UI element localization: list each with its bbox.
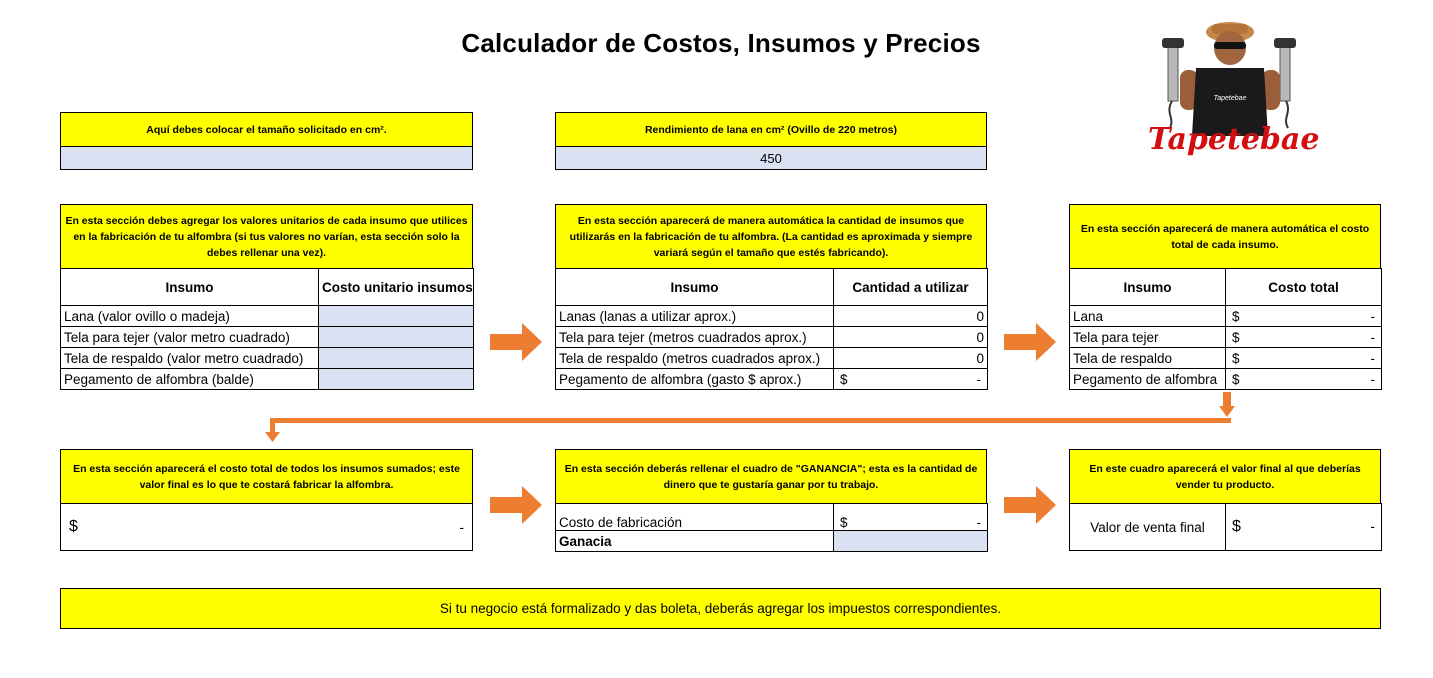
table-row <box>1070 348 1382 369</box>
currency-symbol: $ <box>840 371 848 387</box>
final-label: Valor de venta final <box>1070 504 1226 551</box>
row-label: Pegamento de alfombra (balde) <box>61 369 319 390</box>
final-header: En este cuadro aparecerá el valor final al que deberías vender tu producto. <box>1069 449 1381 504</box>
amount: - <box>976 515 981 530</box>
connector-arrow-icon <box>262 392 1242 444</box>
currency-symbol: $ <box>1232 308 1240 324</box>
profit-header: En esta sección deberás rellenar el cuadro de "GANANCIA"; esta es la cantidad de dinero que te gustaría ganar por tu trabajo. <box>555 449 987 504</box>
table-row <box>556 531 988 552</box>
table-row <box>556 369 988 390</box>
quantity-value: 0 <box>834 348 988 369</box>
row-label: Tela para tejer <box>1070 327 1226 348</box>
col-costo-unitario: Costo unitario insumos <box>319 269 474 306</box>
amount: - <box>1370 308 1375 324</box>
quantity-value: 0 <box>834 306 988 327</box>
size-header: Aquí debes colocar el tamaño solicitado en cm². <box>60 112 473 147</box>
currency-symbol: $ <box>1232 371 1240 387</box>
profit-table <box>555 503 988 552</box>
arrow-right-icon <box>1004 323 1056 361</box>
sum-header: En esta sección aparecerá el costo total de todos los insumos sumados; este valor final es lo que te costará fabricar la alfombra. <box>60 449 473 504</box>
total-cost-value <box>1226 327 1382 348</box>
unit-costs-table <box>60 268 474 390</box>
currency-symbol: $ <box>1232 329 1240 345</box>
arrow-right-icon <box>1004 486 1056 524</box>
total-costs-table <box>1069 268 1382 390</box>
currency-symbol: $ <box>840 515 848 530</box>
arrow-right-icon <box>490 486 542 524</box>
table-row <box>1070 327 1382 348</box>
total-costs-header: En esta sección aparecerá de manera automática el costo total de cada insumo. <box>1069 204 1381 269</box>
amount: - <box>1370 518 1375 534</box>
row-label: Tela de respaldo (metros cuadrados aprox.) <box>556 348 834 369</box>
amount: - <box>976 371 981 387</box>
unit-cost-input[interactable] <box>319 348 474 369</box>
row-label: Lana <box>1070 306 1226 327</box>
amount: - <box>1370 329 1375 345</box>
unit-cost-input[interactable] <box>319 327 474 348</box>
currency-symbol: $ <box>1232 350 1240 366</box>
table-row <box>556 348 988 369</box>
arrow-right-icon <box>490 323 542 361</box>
footer-note: Si tu negocio está formalizado y das boleta, deberás agregar los impuestos correspondientes. <box>60 588 1381 629</box>
unit-cost-input[interactable] <box>319 369 474 390</box>
row-label: Lanas (lanas a utilizar aprox.) <box>556 306 834 327</box>
currency-symbol: $ <box>1232 518 1241 535</box>
amount: - <box>459 519 464 535</box>
table-row <box>1070 369 1382 390</box>
brand-logo <box>1140 18 1320 178</box>
col-cantidad: Cantidad a utilizar <box>834 269 988 306</box>
cost-value <box>834 504 988 531</box>
table-row <box>1070 306 1382 327</box>
yield-header: Rendimiento de lana en cm² (Ovillo de 220 metros) <box>555 112 987 147</box>
profit-label: Ganacia <box>556 531 834 552</box>
col-insumo: Insumo <box>1070 269 1226 306</box>
final-value <box>1226 504 1382 551</box>
unit-costs-header: En esta sección debes agregar los valores unitarios de cada insumo que utilices en la fabricación de tu alfombra (si tus valores no varían, esta sección solo la debes rellenar una vez). <box>60 204 473 269</box>
col-costo-total: Costo total <box>1226 269 1382 306</box>
currency-symbol: $ <box>69 518 78 535</box>
row-label: Tela de respaldo (valor metro cuadrado) <box>61 348 319 369</box>
total-cost-value <box>1226 306 1382 327</box>
size-input[interactable] <box>60 147 473 170</box>
final-table <box>1069 503 1382 551</box>
total-cost-value <box>1226 348 1382 369</box>
col-insumo: Insumo <box>61 269 319 306</box>
cost-label: Costo de fabricación <box>556 504 834 531</box>
col-insumo: Insumo <box>556 269 834 306</box>
sum-total-value <box>60 503 473 551</box>
table-row <box>556 504 988 531</box>
table-row <box>61 306 474 327</box>
quantities-header: En esta sección aparecerá de manera automática la cantidad de insumos que utilizarás en la fabricación de tu alfombra. (La cantidad es aproximada y siempre variará según el tamaño que estés fabricando). <box>555 204 987 269</box>
page-title: Calculador de Costos, Insumos y Precios <box>461 28 981 58</box>
shirt-text: Tapetebae <box>1213 95 1247 102</box>
profit-input[interactable] <box>834 531 988 552</box>
row-label: Tela de respaldo <box>1070 348 1226 369</box>
unit-cost-input[interactable] <box>319 306 474 327</box>
amount: - <box>1370 350 1375 366</box>
table-row <box>61 348 474 369</box>
quantity-value <box>834 369 988 390</box>
amount: - <box>1370 371 1375 387</box>
total-cost-value <box>1226 369 1382 390</box>
logo-brand-text: Tapetebae <box>1148 122 1320 157</box>
yield-value: 450 <box>555 147 987 170</box>
table-row <box>1070 504 1382 551</box>
row-label: Pegamento de alfombra (gasto $ aprox.) <box>556 369 834 390</box>
table-row <box>556 306 988 327</box>
table-row <box>556 327 988 348</box>
table-row <box>61 327 474 348</box>
row-label: Tela para tejer (metros cuadrados aprox.) <box>556 327 834 348</box>
row-label: Tela para tejer (valor metro cuadrado) <box>61 327 319 348</box>
table-row <box>61 369 474 390</box>
row-label: Pegamento de alfombra <box>1070 369 1226 390</box>
quantity-value: 0 <box>834 327 988 348</box>
quantities-table <box>555 268 988 390</box>
row-label: Lana (valor ovillo o madeja) <box>61 306 319 327</box>
